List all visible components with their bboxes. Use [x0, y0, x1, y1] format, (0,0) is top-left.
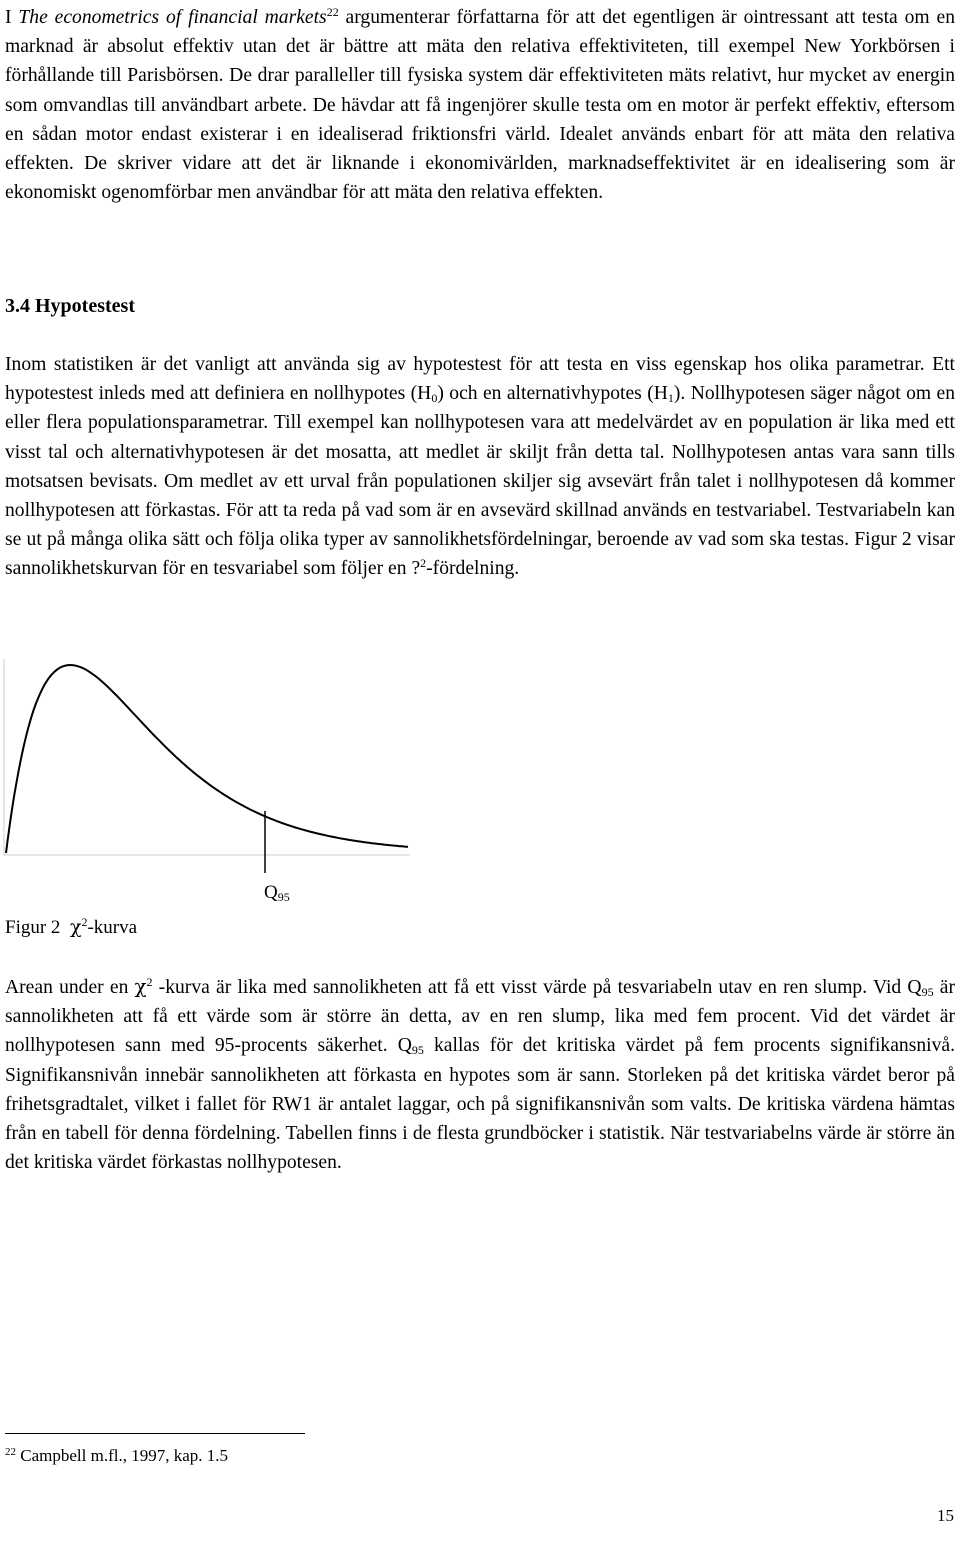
caption-prefix: Figur 2	[5, 917, 70, 938]
p3-d: kallas för det kritiska värdet på fem procents signifikansnivå. Signifikansnivån innebär sannolikheten att förkasta en hypotes som är sann. Storleken på det kritiska värdet beror på frihetsgradtalet, vilket i fallet för RW1 är antalet laggar, och på signifikansnivån som valts. De kritiska värdena hämtas från en tabell för denna fördelning. Tabellen finns i de flesta grundböcker i statistik. När testvariabelns värde är större än det kritiska värdet förkastas nollhypotesen.	[5, 1035, 955, 1174]
q95-subscript: 95	[277, 890, 290, 904]
p3-c: är sannolikheten att få ett värde som är större än detta, av en ren slump, lika med fem procent. Vid det värdet är nollhypotesen sann med 95-procents säkerhet. Q	[5, 977, 955, 1057]
p2-b: ) och en alternativhypotes (H	[437, 383, 668, 405]
paragraph-area	[5, 972, 955, 1177]
q95-letter: Q	[264, 882, 278, 903]
footnote-text: Campbell m.fl., 1997, kap. 1.5	[16, 1446, 229, 1465]
figure-caption	[5, 916, 137, 939]
p3-subscript-1: 95	[921, 985, 934, 999]
chi-symbol: χ	[69, 916, 82, 938]
p1-body: argumenterar författarna för att det egentligen är ointressant att testa om en marknad är absolut effektiv utan det är bättre att mäta den relativa effektiviteten, till exempel New Yorkbörsen i förhållande till Parisbörsen. De drar paralleller till fysiska system där effektiviteten mäts relativt, hur mycket av energin som omvandlas till användbart arbete. De hävdar att få ingenjörer skulle testa om en motor är perfekt effektiv, eftersom en sådan motor endast existerar i en idealiserad friktionsfri värld. Idealet används enbart för att mäta den relativa effekten. De skriver vidare att det är liknande i ekonomivärlden, marknadseffektivitet är en idealisering som är ekonomiskt ogenomförbar men användbar för att mäta den relativa effekten.	[5, 7, 955, 204]
p3-subscript-2: 95	[411, 1043, 424, 1058]
h1-subscript: 1	[667, 391, 674, 406]
p2-c: ). Nollhypotesen säger något om en eller flera populationsparametrar. Till exempel kan nollhypotesen vara att medelvärdet av en population är lika med ett visst tal och alternativhypotesen är det mosatta, att medlet är skiljt från detta tal. Nollhypotesen antas vara sann tills motsatsen bevisats. Om medlet av ett urval från populationen skiljer sig avsevärt från talet i nollhypotesen då kommer nollhypotesen att förkastas. För att ta reda på vad som är en avsevärd skillnad används en testvariabel. Testvariabeln kan se ut på många olika sätt och följa olika typer av sannolikhetsfördelningar, beroende av vad som ska testas. Figur 2 visar sannolikhetskurvan för en tesvariabel som följer en ?	[5, 383, 956, 580]
p3-chi-symbol: χ	[134, 975, 147, 998]
caption-superscript: 2	[81, 915, 88, 929]
p2-d: -fördelning.	[426, 558, 520, 580]
book-title: The econometrics of financial markets	[18, 7, 327, 28]
chi-square-figure	[0, 655, 420, 895]
h0-subscript: 0	[431, 391, 438, 406]
paragraph-hypothesis	[5, 350, 955, 584]
footnote-number: 22	[5, 1446, 16, 1458]
q95-label	[264, 882, 290, 904]
paragraph-intro	[5, 3, 955, 207]
p2-a: Inom statistiken är det vanligt att använda sig av hypotestest för att testa en viss egenskap hos olika parametrar. Ett hypotestest inleds med att definiera en nollhypotes (H	[5, 354, 955, 405]
caption-suffix: -kurva	[87, 917, 138, 938]
p3-b: -kurva är lika med sannolikheten att få ett visst värde på tesvariabeln utav en ren slump. Vid Q	[152, 977, 922, 998]
section-heading: 3.4 Hypotestest	[5, 295, 135, 317]
p3-a: Arean under en	[5, 977, 135, 998]
footnote	[5, 1446, 228, 1466]
footnote-divider	[5, 1433, 305, 1434]
p1-prefix: I	[5, 7, 19, 28]
page-number: 15	[937, 1506, 954, 1525]
footnote-ref[interactable]: 22	[326, 5, 339, 19]
p3-superscript: 2	[146, 975, 153, 989]
chi-square-curve	[6, 665, 408, 853]
p2-superscript: 2	[420, 556, 427, 571]
